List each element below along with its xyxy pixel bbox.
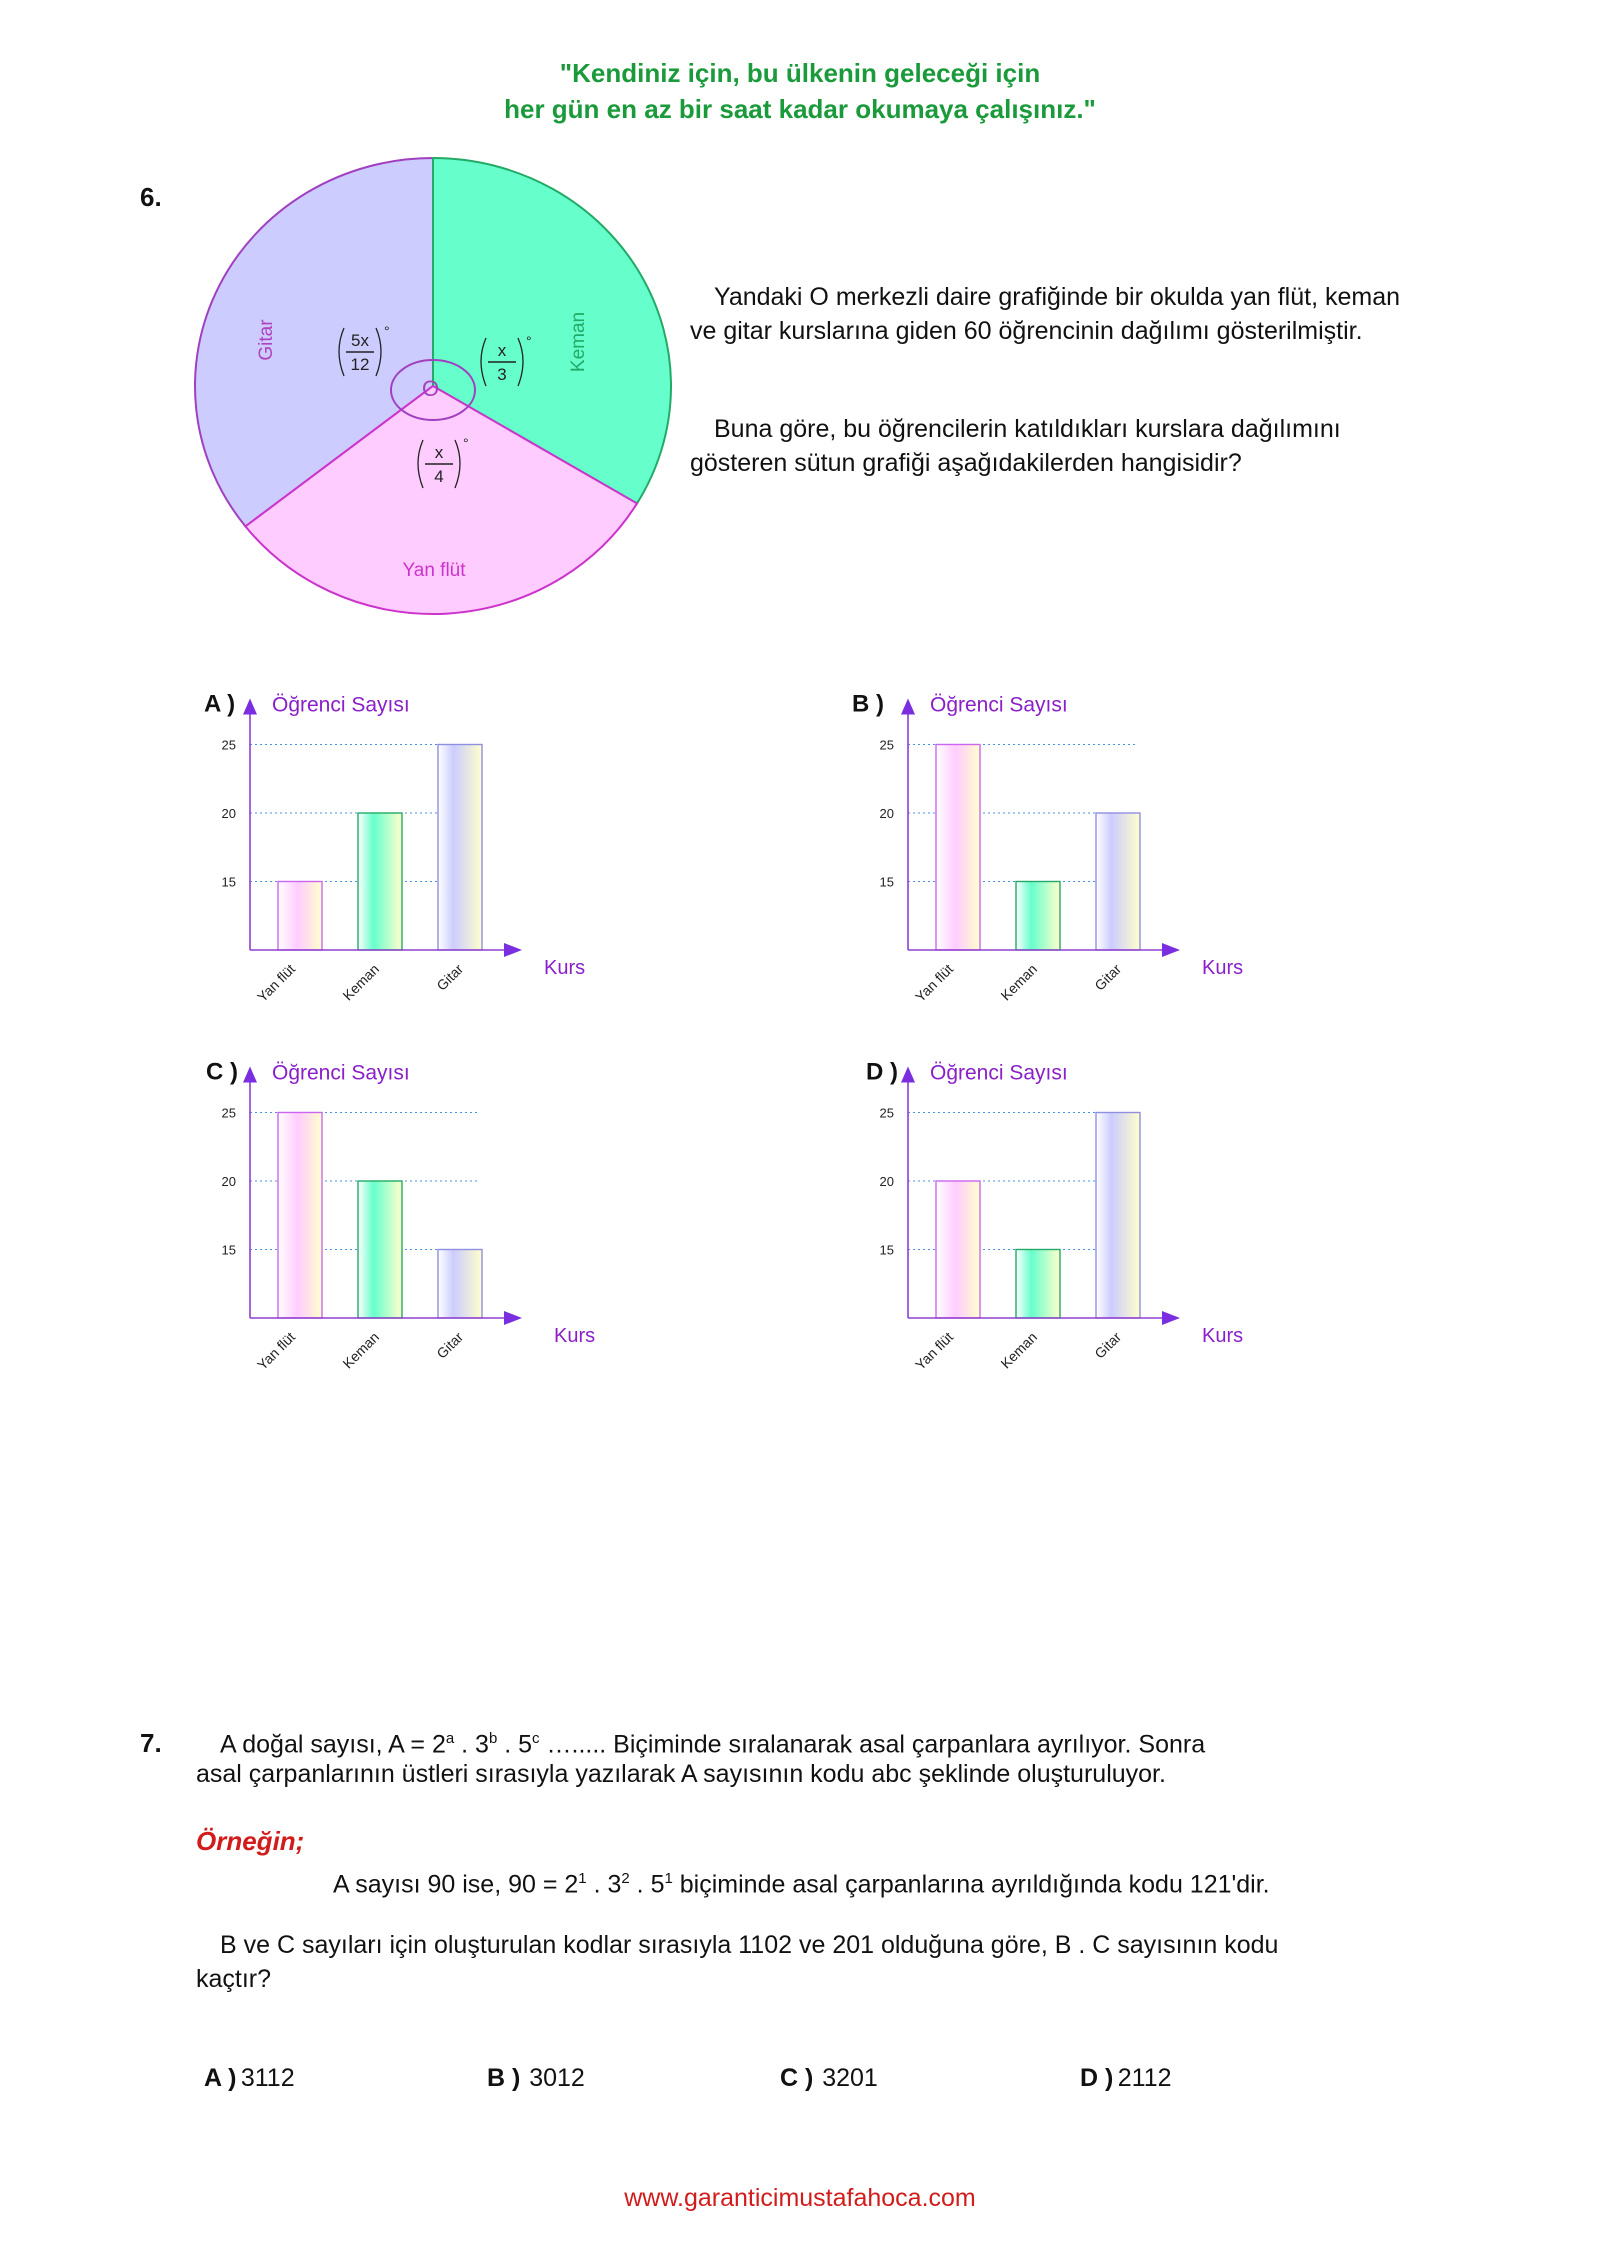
x-axis-arrow — [504, 1311, 522, 1325]
x-category-label: Gitar — [1091, 960, 1125, 994]
y-tick-label: 25 — [879, 737, 894, 753]
bar-chart-0 — [204, 691, 585, 1005]
y-tick-label: 15 — [879, 874, 894, 890]
option-value: 3112 — [240, 2064, 295, 2092]
option-value: 2112 — [1117, 2064, 1172, 2092]
x-category-label: Yan flüt — [911, 1328, 957, 1373]
bar-yan-flut — [936, 1181, 980, 1318]
bar-chart-2 — [206, 1059, 595, 1373]
example-text: A sayısı 90 ise, $90 = 2^1$ . $3^2$ . $5^1$ biçiminde asal çarpanlarına ayrıldığında kodu 121'dir. — [333, 1870, 1270, 1899]
answer-option-c[interactable] — [780, 2064, 878, 2093]
bar-yan-flut — [278, 882, 322, 951]
bar-chart-3 — [866, 1059, 1243, 1373]
fraction-denominator: 4 — [434, 467, 444, 486]
degree-mark: ° — [526, 333, 532, 349]
answer-option-d[interactable] — [1080, 2064, 1172, 2093]
x-category-label: Gitar — [433, 960, 467, 994]
center-label: O — [422, 376, 440, 401]
bar-yan-flut — [936, 745, 980, 951]
option-letter: B ) — [487, 2064, 521, 2092]
x-category-label: Yan flüt — [253, 1328, 299, 1373]
y-tick-label: 15 — [221, 1242, 236, 1258]
y-axis-title: Öğrenci Sayısı — [930, 1061, 1068, 1085]
degree-mark: ° — [463, 435, 469, 451]
slice-label: Gitar — [256, 319, 277, 361]
bar-gitar — [438, 745, 482, 951]
x-category-label: Keman — [997, 960, 1041, 1004]
y-tick-label: 20 — [221, 806, 236, 821]
option-letter: D ) — [866, 1058, 898, 1086]
y-tick-label: 20 — [879, 1174, 894, 1189]
y-axis-arrow — [243, 1067, 257, 1083]
footer-url[interactable]: www.garanticimustafahoca.com — [624, 2184, 976, 2212]
option-value: 3201 — [822, 2064, 878, 2092]
bar-keman — [358, 813, 402, 950]
option-letter: A ) — [204, 2064, 237, 2092]
question-7-question-line-2: kaçtır? — [196, 1965, 272, 1993]
question-7-line-1: A doğal sayısı, $A = 2^a$ . 3$^b$ . 5$^c$ …..... Biçiminde sıralanarak asal çarpanlara ayrılıyor. Sonra — [220, 1730, 1206, 1759]
x-axis-arrow — [1162, 943, 1180, 957]
degree-mark: ° — [384, 323, 390, 339]
x-category-label: Gitar — [433, 1328, 467, 1362]
option-letter: D ) — [1080, 2064, 1114, 2092]
motto-line-2: her gün en az bir saat kadar okumaya çalışınız." — [504, 94, 1096, 124]
x-category-label: Yan flüt — [911, 960, 957, 1005]
x-axis-arrow — [1162, 1311, 1180, 1325]
y-axis-arrow — [901, 1067, 915, 1083]
bar-chart-1 — [852, 691, 1243, 1005]
question-7-question-line-1: B ve C sayıları için oluşturulan kodlar sırasıyla 1102 ve 201 olduğuna göre, B . C sayısının kodu — [220, 1931, 1279, 1959]
answer-option-a[interactable] — [204, 2064, 295, 2093]
y-axis-title: Öğrenci Sayısı — [272, 1061, 410, 1085]
x-category-label: Keman — [339, 1328, 383, 1372]
y-tick-label: 15 — [221, 874, 236, 890]
y-axis-arrow — [243, 699, 257, 715]
bar-keman — [358, 1181, 402, 1318]
x-axis-arrow — [504, 943, 522, 957]
bar-gitar — [438, 1250, 482, 1319]
x-category-label: Keman — [339, 960, 383, 1004]
bar-yan-flut — [278, 1113, 322, 1319]
option-letter: A ) — [204, 690, 236, 718]
fraction-denominator: 3 — [497, 365, 507, 384]
option-letter: C ) — [206, 1058, 238, 1086]
example-label: Örneğin; — [196, 1826, 305, 1856]
slice-label: Yan flüt — [402, 560, 466, 581]
x-category-label: Gitar — [1091, 1328, 1125, 1362]
motto-line-1: "Kendiniz için, bu ülkenin geleceği için — [559, 58, 1041, 88]
question-6-text-2: Buna göre, bu öğrencilerin katıldıkları kurslara dağılımını gösteren sütun grafiği aşağıdakilerden hangisidir? — [690, 415, 1341, 477]
fraction-numerator: 5x — [351, 331, 369, 350]
y-axis-title: Öğrenci Sayısı — [930, 693, 1068, 717]
fraction-numerator: x — [497, 341, 507, 360]
bar-gitar — [1096, 1113, 1140, 1319]
bar-keman — [1016, 1250, 1060, 1319]
fraction-numerator: x — [434, 443, 444, 462]
y-tick-label: 20 — [221, 1174, 236, 1189]
bar-gitar — [1096, 813, 1140, 950]
answer-option-b[interactable] — [487, 2064, 585, 2093]
question-7-line-2: asal çarpanlarının üstleri sırasıyla yazılarak A sayısının kodu abc şeklinde oluşturuluyor. — [196, 1760, 1166, 1788]
fraction-denominator: 12 — [350, 355, 370, 374]
y-tick-label: 25 — [879, 1105, 894, 1121]
option-letter: C ) — [780, 2064, 814, 2092]
slice-label: Keman — [568, 311, 589, 373]
option-letter: B ) — [852, 690, 884, 718]
x-category-label: Yan flüt — [253, 960, 299, 1005]
y-tick-label: 25 — [221, 737, 236, 753]
question-6-number: 6. — [140, 182, 162, 212]
y-tick-label: 20 — [879, 806, 894, 821]
x-axis-title: Kurs — [1202, 1325, 1244, 1347]
y-axis-title: Öğrenci Sayısı — [272, 693, 410, 717]
option-value: 3012 — [529, 2064, 585, 2092]
y-axis-arrow — [901, 699, 915, 715]
bar-keman — [1016, 882, 1060, 951]
question-7-number: 7. — [140, 1728, 162, 1758]
question-6-text-1: Yandaki O merkezli daire grafiğinde bir okulda yan flüt, keman ve gitar kurslarına giden 60 öğrencinin dağılımı gösterilmiştir. — [690, 283, 1400, 345]
x-axis-title: Kurs — [554, 1325, 596, 1347]
x-axis-title: Kurs — [1202, 957, 1244, 979]
x-axis-title: Kurs — [544, 957, 586, 979]
y-tick-label: 25 — [221, 1105, 236, 1121]
y-tick-label: 15 — [879, 1242, 894, 1258]
x-category-label: Keman — [997, 1328, 1041, 1372]
